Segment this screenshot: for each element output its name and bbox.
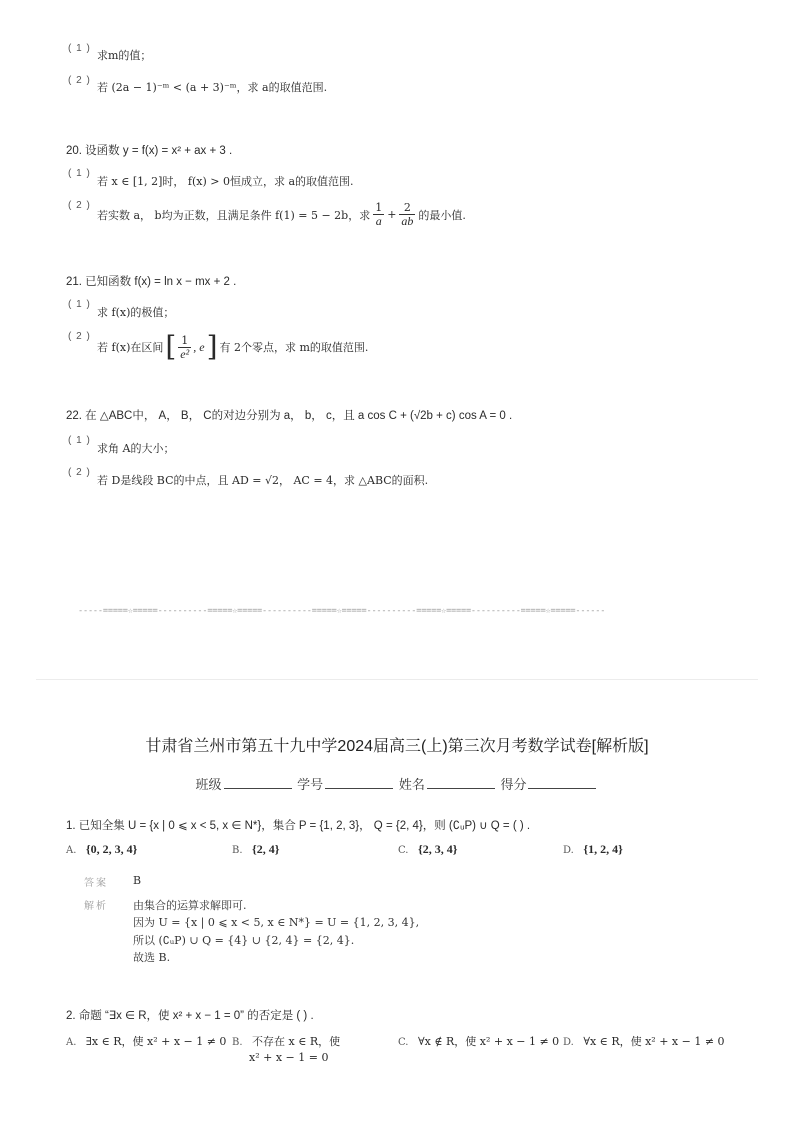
student-info-fields bbox=[0, 774, 794, 793]
q21-interval-fraction bbox=[178, 335, 191, 360]
q1-analysis-label: 解析 bbox=[84, 901, 108, 912]
q1-answer-value: B bbox=[133, 874, 142, 887]
field-number-blank bbox=[325, 777, 393, 789]
q1-analysis-line-3: 所以 (∁ᵤP) ∪ Q = {4} ∪ {2, 4} = {2, 4}. bbox=[133, 934, 355, 947]
q2-option-d-text: ∀x ∈ R，使 x² + x − 1 ≠ 0 bbox=[583, 1035, 725, 1048]
q2-option-c bbox=[398, 1033, 559, 1049]
q2-option-c-label: C. bbox=[398, 1037, 409, 1048]
q2-option-b bbox=[232, 1033, 340, 1049]
q1-stem: 1. 已知全集 U = {x | 0 ⩽ x < 5, x ∈ N*}，集合 P = {1, 2, 3}， Q = {2, 4}，则 (∁ᵤP) ∪ Q = ( ) . bbox=[66, 820, 531, 832]
q1-option-a-text: {0, 2, 3, 4} bbox=[85, 842, 138, 856]
field-class-label: 班级 bbox=[195, 777, 222, 792]
q19-sub2-number: ( 2 ) bbox=[68, 75, 91, 86]
field-score-blank bbox=[528, 777, 596, 789]
section-divider: -----=====☆=====----------=====☆=====----------=====☆=====----------=====☆=====----------=====☆=====------ bbox=[78, 606, 606, 616]
q1-analysis-line-1: 由集合的运算求解即可. bbox=[133, 899, 247, 912]
q20-stem: 20. 设函数 y = f(x) = x² + ax + 3 . bbox=[66, 145, 233, 157]
q21-interval-right: , e bbox=[193, 339, 205, 354]
q21-sub1-text: 求 f(x)的极值； bbox=[97, 306, 175, 319]
q1-analysis-line-2: 因为 U = {x | 0 ⩽ x < 5, x ∈ N*} = U = {1, 2, 3, 4}, bbox=[133, 916, 420, 929]
q2-option-a-label: A. bbox=[66, 1037, 77, 1048]
q2-option-d-label: D. bbox=[563, 1037, 574, 1048]
q2-option-b-label: B. bbox=[232, 1037, 243, 1048]
q1-option-c-label: C. bbox=[398, 845, 409, 856]
field-score-label: 得分 bbox=[500, 777, 527, 792]
field-class-blank bbox=[224, 777, 292, 789]
q22-stem: 22. 在 △ABC中， A， B， C的对边分别为 a， b， c，且 a cos C + (√2b + c) cos A = 0 . bbox=[66, 410, 513, 422]
q20-sub2-line bbox=[97, 202, 466, 227]
q21-sub2-line bbox=[97, 330, 369, 363]
page-break-line bbox=[36, 679, 758, 680]
q2-option-b-text-line2: x² + x − 1 = 0 bbox=[249, 1051, 329, 1064]
q22-sub1-text: 求角 A的大小； bbox=[97, 442, 175, 455]
q20-sub2-post: 的最小值. bbox=[418, 208, 466, 222]
q20-frac2-denominator: ab bbox=[401, 214, 414, 228]
q21-interval-numerator: 1 bbox=[178, 335, 191, 348]
q1-option-b-text: {2, 4} bbox=[252, 842, 280, 856]
q20-sub2-pre: 若实数 a， b均为正数，且满足条件 f(1) = 5 − 2b，求 bbox=[97, 208, 371, 222]
q22-sub2-number: ( 2 ) bbox=[68, 467, 91, 478]
q1-option-d-label: D. bbox=[563, 845, 574, 856]
right-bracket: ] bbox=[206, 330, 218, 363]
q1-option-a bbox=[66, 842, 137, 857]
q1-analysis-line-4: 故选 B. bbox=[133, 951, 171, 964]
q19-sub1-number: ( 1 ) bbox=[68, 43, 91, 54]
q1-option-d-text: {1, 2, 4} bbox=[583, 842, 623, 856]
q1-option-c-text: {2, 3, 4} bbox=[417, 842, 458, 856]
q20-sub2-number: ( 2 ) bbox=[68, 200, 91, 211]
q19-sub1-text: 求m的值； bbox=[97, 49, 152, 62]
q2-option-d bbox=[563, 1033, 725, 1049]
q22-sub1-number: ( 1 ) bbox=[68, 435, 91, 446]
q20-frac1-numerator: 1 bbox=[375, 201, 383, 214]
q1-answer-label: 答案 bbox=[84, 878, 108, 889]
left-bracket: [ bbox=[165, 330, 177, 363]
q1-option-a-label: A. bbox=[66, 845, 77, 856]
q20-fraction-1 bbox=[373, 202, 384, 227]
q2-option-c-text: ∀x ∉ R，使 x² + x − 1 ≠ 0 bbox=[417, 1035, 560, 1048]
q22-sub2-text: 若 D是线段 BC的中点，且 AD = √2， AC = 4，求 △ABC的面积. bbox=[97, 474, 429, 487]
q21-interval-denominator: e² bbox=[180, 346, 190, 361]
q2-option-a-text: ∃x ∈ R，使 x² + x − 1 ≠ 0 bbox=[85, 1035, 227, 1048]
q20-frac2-numerator: 2 bbox=[399, 202, 415, 215]
q1-option-c bbox=[398, 842, 457, 857]
q2-option-b-text: 不存在 x ∈ R，使 bbox=[252, 1035, 341, 1048]
q21-sub2-number: ( 2 ) bbox=[68, 331, 91, 342]
q20-frac1-denominator: a bbox=[375, 214, 382, 228]
q20-sub1-number: ( 1 ) bbox=[68, 168, 91, 179]
document-title: 甘肃省兰州市第五十九中学2024届高三(上)第三次月考数学试卷[解析版] bbox=[145, 738, 649, 755]
field-name-blank bbox=[427, 777, 495, 789]
q20-sub1-text: 若 x ∈ [1, 2]时， f(x) > 0恒成立，求 a的取值范围. bbox=[97, 175, 354, 188]
q20-plus: + bbox=[387, 208, 397, 221]
q21-stem: 21. 已知函数 f(x) = ln x − mx + 2 . bbox=[66, 276, 237, 288]
q19-sub2-text: 若 (2a − 1)⁻ᵐ < (a + 3)⁻ᵐ，求 a的取值范围. bbox=[97, 81, 328, 94]
q2-option-a bbox=[66, 1033, 226, 1049]
q20-fraction-2 bbox=[399, 202, 415, 227]
q21-sub2-pre: 若 f(x)在区间 bbox=[97, 341, 164, 354]
field-name-label: 姓名 bbox=[398, 777, 425, 792]
q21-sub1-number: ( 1 ) bbox=[68, 299, 91, 310]
q21-sub2-post: 有 2个零点，求 m的取值范围. bbox=[219, 341, 369, 354]
q2-stem: 2. 命题 “∃x ∈ R，使 x² + x − 1 = 0” 的否定是 ( ) . bbox=[66, 1010, 314, 1022]
q1-option-d bbox=[563, 842, 623, 857]
q1-option-b-label: B. bbox=[232, 845, 243, 856]
q1-option-b bbox=[232, 842, 280, 857]
field-number-label: 学号 bbox=[297, 777, 324, 792]
